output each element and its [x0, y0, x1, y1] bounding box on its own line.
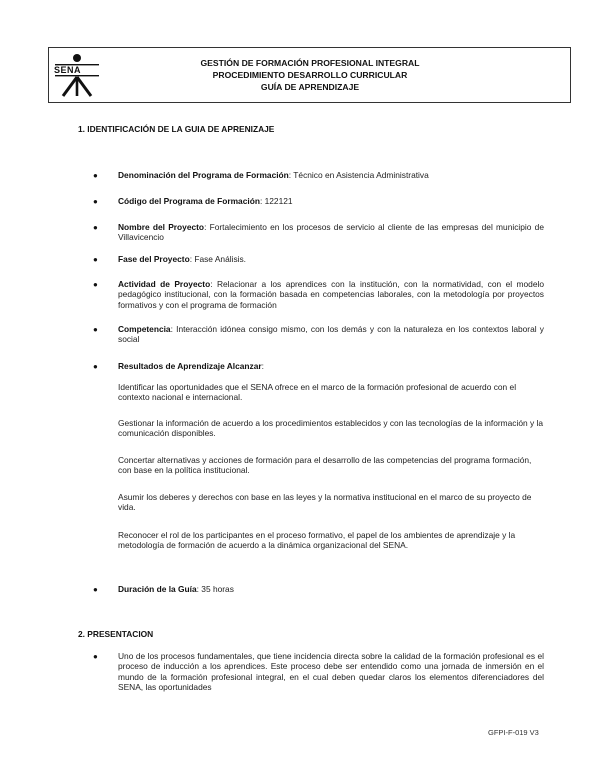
item-proyecto: [118, 222, 544, 243]
header-line-3: GUÍA DE APRENDIZAJE: [260, 82, 360, 92]
item-label: Actividad de Proyecto: [118, 279, 211, 289]
item-programa: [118, 170, 544, 180]
result-paragraph: Concertar alternativas y acciones de formación para el desarrollo de las competencias del programa formación, con base en la política institucional.: [118, 455, 532, 476]
header-line-2: PROCEDIMIENTO DESARROLLO CURRICULAR: [212, 70, 408, 80]
bullet-icon: ●: [93, 585, 98, 594]
item-actividad: [118, 279, 544, 310]
sena-logo-icon: [53, 52, 101, 98]
item-label: Denominación del Programa de Formación: [118, 170, 289, 180]
bullet-icon: ●: [93, 652, 98, 661]
item-codigo: [118, 196, 544, 206]
header-line-1: GESTIÓN DE FORMACIÓN PROFESIONAL INTEGRAL: [200, 58, 420, 68]
item-value: : Técnico en Asistencia Administrativa: [288, 170, 429, 180]
bullet-icon: ●: [93, 223, 98, 232]
item-value: : Fortalecimiento en los procesos de servicio al cliente de las empresas del municipio de Villavicencio: [118, 222, 544, 243]
section-1-title: 1. IDENTIFICACIÓN DE LA GUIA DE APRENIZAJE: [78, 124, 275, 134]
item-label: Nombre del Proyecto: [118, 222, 205, 232]
item-value: : 35 horas: [196, 584, 234, 594]
header-titles: [110, 57, 510, 93]
presentacion-text: Uno de los procesos fundamentales, que tiene incidencia directa sobre la calidad de la formación profesional es el proceso de inducción a los aprendices. Este proceso debe ser entendido como una jornada de inmersión en el mundo de la formación profesional integral, en el cual deben quedar claros los elementos diferenciadores del SENA, las oportunidades: [118, 651, 544, 693]
section-2-title: 2. PRESENTACION: [78, 629, 154, 639]
result-paragraph: Gestionar la información de acuerdo a los procedimientos establecidos y con las tecnologías de la información y la comunicación disponibles.: [118, 418, 544, 439]
item-label: Competencia: [118, 324, 171, 334]
item-value: :: [261, 361, 264, 371]
logo-text: SENA: [54, 65, 82, 75]
result-paragraph: Asumir los deberes y derechos con base en las leyes y la normativa institucional en el marco de su proyecto de vida.: [118, 492, 532, 513]
bullet-icon: ●: [93, 362, 98, 371]
item-label: Resultados de Aprendizaje Alcanzar: [118, 361, 262, 371]
item-resultados: [118, 361, 544, 371]
bullet-icon: ●: [93, 197, 98, 206]
item-label: Código del Programa de Formación: [118, 196, 260, 206]
footer-code: GFPI-F-019 V3: [488, 728, 539, 737]
item-label: Fase del Proyecto: [118, 254, 190, 264]
result-paragraph: Identificar las oportunidades que el SENA ofrece en el marco de la formación profesional de acuerdo con el contexto nacional e internacional.: [118, 382, 517, 403]
item-value: : Interacción idónea consigo mismo, con los demás y con la naturaleza en los contextos laboral y social: [118, 324, 544, 345]
item-competencia: [118, 324, 544, 345]
item-value: : Relacionar a los aprendices con la institución, con la normatividad, con el modelo pedagógico institucional, con la formación basada en competencias laborales, con la metodología por proyectos formativos y con el programa de formación: [118, 279, 545, 310]
bullet-icon: ●: [93, 171, 98, 180]
item-value: : Fase Análisis.: [189, 254, 247, 264]
bullet-icon: ●: [93, 255, 98, 264]
item-fase: [118, 254, 544, 264]
result-paragraph: Reconocer el rol de los participantes en el proceso formativo, el papel de los ambientes de aprendizaje y la metodología de formación de acuerdo a la dinámica organizacional del SENA.: [118, 530, 516, 551]
bullet-icon: ●: [93, 325, 98, 334]
item-label: Duración de la Guía: [118, 584, 197, 594]
sena-logo: [53, 52, 101, 98]
item-duracion: [118, 584, 544, 594]
item-value: : 122121: [259, 196, 293, 206]
bullet-icon: ●: [93, 280, 98, 289]
